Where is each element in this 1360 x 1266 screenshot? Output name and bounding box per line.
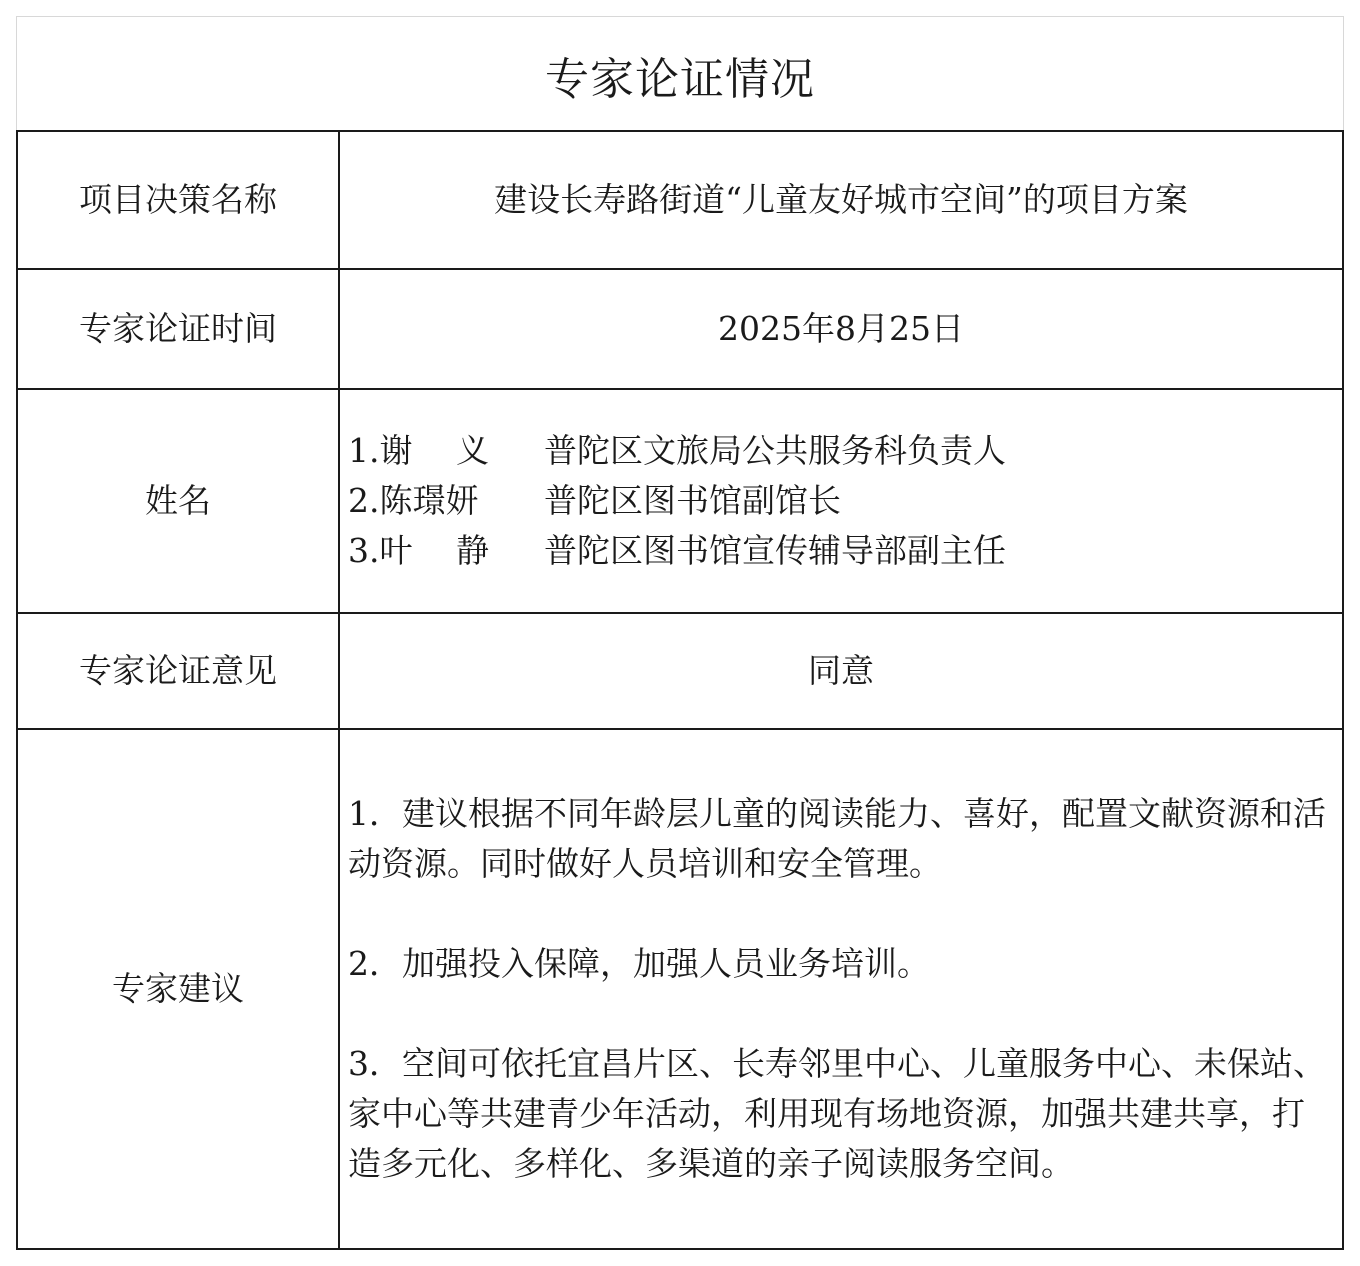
expert-role: 普陀区图书馆副馆长 [544, 481, 841, 520]
expert-name: 1.谢 义 [348, 431, 489, 470]
review-opinion-label: 专家论证意见 [17, 613, 339, 729]
table-row-project [17, 131, 1343, 269]
expert-entry [348, 476, 1332, 526]
expert-advice-label: 专家建议 [17, 729, 339, 1249]
expert-name: 3.叶 静 [348, 531, 489, 570]
project-name-value: 建设长寿路街道“儿童友好城市空间”的项目方案 [339, 131, 1343, 269]
project-name-label: 项目决策名称 [17, 131, 339, 269]
advice-item: 2．加强投入保障，加强人员业务培训。 [348, 944, 930, 983]
review-opinion-value: 同意 [339, 613, 1343, 729]
expert-entry [348, 426, 1332, 476]
expert-advice-list [339, 729, 1343, 1249]
expert-names-list [339, 389, 1343, 613]
table-row-names [17, 389, 1343, 613]
expert-entry [348, 526, 1332, 576]
document-sheet [16, 16, 1344, 1250]
expert-names-label: 姓名 [17, 389, 339, 613]
advice-item: 1．建议根据不同年龄层儿童的阅读能力、喜好，配置文献资源和活动资源。同时做好人员培训和安全管理。 [348, 794, 1326, 883]
table-row-time [17, 269, 1343, 389]
expert-name: 2.陈璟妍 [348, 481, 479, 520]
table-row-advice [17, 729, 1343, 1249]
review-time-value: 2025年8月25日 [339, 269, 1343, 389]
page-title: 专家论证情况 [16, 16, 1344, 132]
expert-review-table [16, 130, 1344, 1250]
expert-role: 普陀区文旅局公共服务科负责人 [544, 431, 1006, 470]
review-time-label: 专家论证时间 [17, 269, 339, 389]
expert-role: 普陀区图书馆宣传辅导部副主任 [544, 531, 1006, 570]
table-row-opinion [17, 613, 1343, 729]
advice-item: 3．空间可依托宜昌片区、长寿邻里中心、儿童服务中心、未保站、家中心等共建青少年活动，利用现有场地资源，加强共建共享，打造多元化、多样化、多渠道的亲子阅读服务空间。 [348, 1044, 1326, 1183]
